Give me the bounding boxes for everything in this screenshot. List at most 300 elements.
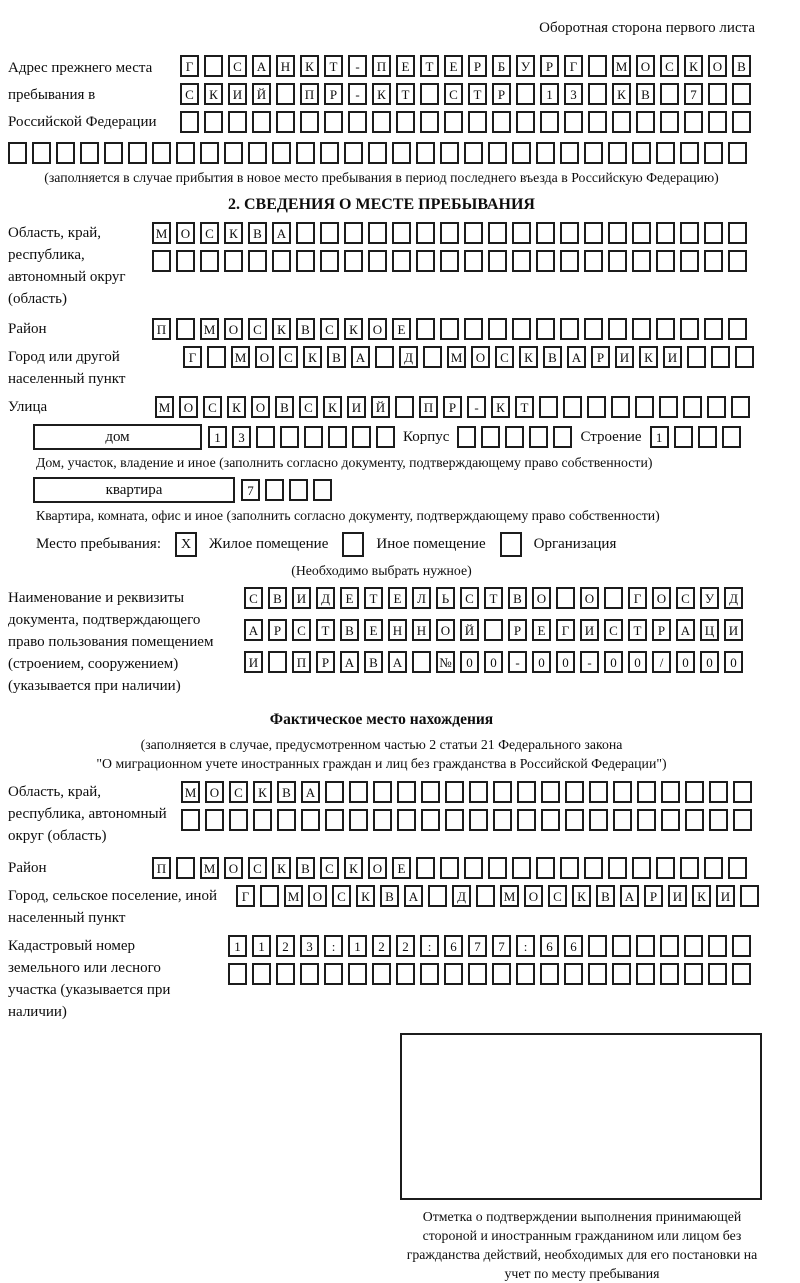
char-cell [708, 963, 727, 985]
region-row-1 [152, 222, 747, 244]
char-cell: - [580, 651, 599, 673]
char-cell: Р [268, 619, 287, 641]
char-cell: : [324, 935, 343, 957]
actual-location-subtitle: (заполняется в случае, предусмотренном частью 2 статьи 21 Федерального закона "О миграционном учете иностранных граждан и лиц без гражданства в Российской Федерации") [96, 737, 667, 771]
char-cell [704, 250, 723, 272]
char-cell [493, 809, 512, 831]
char-cell: А [620, 885, 639, 907]
char-cell [608, 142, 627, 164]
char-cell [416, 250, 435, 272]
char-cell [704, 857, 723, 879]
char-cell: С [180, 83, 199, 105]
char-cell [732, 83, 751, 105]
char-cell [272, 142, 291, 164]
char-cell [684, 963, 703, 985]
char-cell: В [327, 346, 346, 368]
char-cell [368, 142, 387, 164]
char-cell [565, 781, 584, 803]
actual-location-section [8, 781, 758, 1283]
char-cell [224, 142, 243, 164]
char-cell [392, 250, 411, 272]
char-cell: 1 [650, 426, 669, 448]
char-cell [276, 111, 295, 133]
char-cell: 0 [532, 651, 551, 673]
char-cell: М [500, 885, 519, 907]
char-cell [253, 809, 272, 831]
char-cell [612, 111, 631, 133]
char-cell [325, 781, 344, 803]
char-cell [536, 250, 555, 272]
char-cell: И [615, 346, 634, 368]
char-cell: К [612, 83, 631, 105]
char-cell [272, 250, 291, 272]
char-cell [584, 250, 603, 272]
char-cell: К [272, 318, 291, 340]
char-cell [328, 426, 347, 448]
char-cell [560, 142, 579, 164]
char-cell [584, 857, 603, 879]
char-cell [656, 857, 675, 879]
char-cell [344, 222, 363, 244]
char-cell [656, 222, 675, 244]
char-cell [464, 318, 483, 340]
char-cell [181, 809, 200, 831]
char-cell: Г [180, 55, 199, 77]
char-cell [176, 318, 195, 340]
char-cell [540, 111, 559, 133]
char-cell: С [332, 885, 351, 907]
char-cell [674, 426, 693, 448]
char-cell: Й [460, 619, 479, 641]
char-cell: : [516, 935, 535, 957]
char-cell [444, 963, 463, 985]
char-cell [732, 111, 751, 133]
char-cell [445, 781, 464, 803]
char-cell: Р [540, 55, 559, 77]
char-cell: К [684, 55, 703, 77]
char-cell: К [204, 83, 223, 105]
document-row-3 [244, 651, 743, 673]
char-cell: Р [591, 346, 610, 368]
char-cell: К [300, 55, 319, 77]
char-cell: С [495, 346, 514, 368]
char-cell: В [296, 318, 315, 340]
char-cell: С [203, 396, 222, 418]
char-cell: Й [252, 83, 271, 105]
cadastral-row-2 [228, 963, 751, 985]
char-cell [732, 935, 751, 957]
char-cell: 0 [556, 651, 575, 673]
char-cell [680, 857, 699, 879]
char-cell [637, 809, 656, 831]
char-cell [248, 142, 267, 164]
char-cell [268, 651, 287, 673]
char-cell: О [524, 885, 543, 907]
char-cell [660, 963, 679, 985]
char-cell: 1 [540, 83, 559, 105]
checkbox-residential: X [175, 532, 197, 557]
char-cell: И [292, 587, 311, 609]
char-cell: Т [324, 55, 343, 77]
char-cell: 7 [468, 935, 487, 957]
char-cell: Е [444, 55, 463, 77]
char-cell: Б [492, 55, 511, 77]
apartment-caption: Квартира, комната, офис и иное (заполнить согласно документу, подтверждающему право собственности) [36, 508, 660, 523]
char-cell [587, 396, 606, 418]
char-cell [612, 935, 631, 957]
char-cell [344, 250, 363, 272]
char-cell [280, 426, 299, 448]
char-cell: 1 [252, 935, 271, 957]
char-cell [228, 111, 247, 133]
char-cell [708, 83, 727, 105]
char-cell [492, 963, 511, 985]
char-cell [512, 222, 531, 244]
char-cell: С [279, 346, 298, 368]
char-cell: Д [399, 346, 418, 368]
char-cell [636, 111, 655, 133]
char-cell [344, 142, 363, 164]
char-cell: В [275, 396, 294, 418]
document-label: Наименование и реквизиты документа, подтверждающего право пользования помещением (строением, сооружением) (указывается при наличии) [8, 590, 214, 694]
char-cell: М [155, 396, 174, 418]
char-cell: О [255, 346, 274, 368]
char-cell [632, 142, 651, 164]
char-cell [732, 963, 751, 985]
char-cell: В [340, 619, 359, 641]
char-cell: А [567, 346, 586, 368]
char-cell [707, 396, 726, 418]
prev-address-section [8, 55, 755, 186]
char-cell [565, 809, 584, 831]
char-cell [397, 809, 416, 831]
char-cell: Т [396, 83, 415, 105]
char-cell: Е [396, 55, 415, 77]
char-cell: П [300, 83, 319, 105]
district-row [152, 318, 747, 340]
char-cell: 0 [724, 651, 743, 673]
char-cell [541, 809, 560, 831]
apartment-row [33, 477, 755, 503]
char-cell [348, 963, 367, 985]
char-cell [493, 781, 512, 803]
option-organization-label: Организация [533, 536, 617, 552]
char-cell [296, 250, 315, 272]
char-cell [488, 222, 507, 244]
char-cell: В [380, 885, 399, 907]
char-cell [289, 479, 308, 501]
char-cell [204, 111, 223, 133]
char-cell: С [200, 222, 219, 244]
char-cell [248, 250, 267, 272]
char-cell: Р [508, 619, 527, 641]
char-cell [368, 222, 387, 244]
char-cell [396, 963, 415, 985]
char-cell [352, 426, 371, 448]
char-cell: И [668, 885, 687, 907]
char-cell: И [228, 83, 247, 105]
char-cell [588, 935, 607, 957]
char-cell: К [253, 781, 272, 803]
char-cell [589, 809, 608, 831]
char-cell [296, 222, 315, 244]
char-cell: С [548, 885, 567, 907]
char-cell: Г [236, 885, 255, 907]
char-cell [711, 346, 730, 368]
char-cell: 3 [300, 935, 319, 957]
char-cell [536, 142, 555, 164]
char-cell: С [460, 587, 479, 609]
char-cell [659, 396, 678, 418]
char-cell: С [320, 857, 339, 879]
char-cell [300, 111, 319, 133]
char-cell [265, 479, 284, 501]
char-cell: С [676, 587, 695, 609]
char-cell [680, 318, 699, 340]
char-cell: Р [492, 83, 511, 105]
char-cell [372, 963, 391, 985]
checkbox-other-premises [342, 532, 364, 557]
char-cell [516, 963, 535, 985]
char-cell [635, 396, 654, 418]
char-cell: И [244, 651, 263, 673]
char-cell [444, 111, 463, 133]
char-cell [457, 426, 476, 448]
char-cell: Т [316, 619, 335, 641]
char-cell: А [340, 651, 359, 673]
char-cell [740, 885, 759, 907]
char-cell: 7 [684, 83, 703, 105]
char-cell: 2 [396, 935, 415, 957]
char-cell: М [152, 222, 171, 244]
char-cell: К [356, 885, 375, 907]
char-cell: С [244, 587, 263, 609]
char-cell: К [491, 396, 510, 418]
char-cell [517, 809, 536, 831]
char-cell [104, 142, 123, 164]
char-cell [722, 426, 741, 448]
char-cell [680, 222, 699, 244]
prev-address-row-2 [180, 83, 751, 105]
char-cell [423, 346, 442, 368]
char-cell [152, 250, 171, 272]
prev-address-row-1 [180, 55, 751, 77]
char-cell: М [181, 781, 200, 803]
char-cell [420, 83, 439, 105]
char-cell: И [724, 619, 743, 641]
char-cell [684, 111, 703, 133]
char-cell [229, 809, 248, 831]
char-cell [324, 963, 343, 985]
prev-address-row-4 [8, 142, 755, 164]
char-cell: - [467, 396, 486, 418]
char-cell [556, 587, 575, 609]
char-cell: О [532, 587, 551, 609]
char-cell [704, 142, 723, 164]
house-caption: Дом, участок, владение и иное (заполнить согласно документу, подтверждающему право собственности) [36, 455, 653, 470]
char-cell: 0 [628, 651, 647, 673]
char-cell: - [348, 83, 367, 105]
char-cell [8, 142, 27, 164]
char-cell [632, 222, 651, 244]
char-cell: О [436, 619, 455, 641]
char-cell [416, 142, 435, 164]
char-cell: Н [276, 55, 295, 77]
prev-address-caption: (заполняется в случае прибытия в новое место пребывания в период последнего въезда в Российскую Федерацию) [44, 170, 719, 185]
char-cell: 0 [700, 651, 719, 673]
char-cell [613, 781, 632, 803]
char-cell [488, 318, 507, 340]
char-cell: О [652, 587, 671, 609]
char-cell [440, 318, 459, 340]
char-cell: : [420, 935, 439, 957]
section2-title: 2. СВЕДЕНИЯ О МЕСТЕ ПРЕБЫВАНИЯ [228, 196, 535, 213]
char-cell: С [228, 55, 247, 77]
char-cell [536, 857, 555, 879]
char-cell: 0 [676, 651, 695, 673]
char-cell [733, 781, 752, 803]
char-cell [632, 857, 651, 879]
char-cell: О [636, 55, 655, 77]
char-cell [320, 250, 339, 272]
char-cell: С [444, 83, 463, 105]
char-cell [709, 809, 728, 831]
char-cell: В [508, 587, 527, 609]
char-cell [464, 142, 483, 164]
option-residential-label: Жилое помещение [209, 536, 329, 552]
char-cell [276, 83, 295, 105]
stay-type-note: (Необходимо выбрать нужное) [291, 563, 472, 578]
char-cell: А [301, 781, 320, 803]
char-cell [32, 142, 51, 164]
char-cell: Ц [700, 619, 719, 641]
char-cell: Р [443, 396, 462, 418]
char-cell: Ь [436, 587, 455, 609]
char-cell: О [224, 857, 243, 879]
char-cell [376, 426, 395, 448]
char-cell [428, 885, 447, 907]
char-cell: В [248, 222, 267, 244]
char-cell [516, 111, 535, 133]
char-cell: М [200, 857, 219, 879]
char-cell: В [732, 55, 751, 77]
char-cell [395, 396, 414, 418]
stay-type-label: Место пребывания: [36, 536, 161, 552]
char-cell [704, 222, 723, 244]
char-cell: № [436, 651, 455, 673]
char-cell [512, 142, 531, 164]
char-cell [325, 809, 344, 831]
char-cell [205, 809, 224, 831]
street-label: Улица [8, 399, 48, 415]
char-cell [176, 142, 195, 164]
char-cell [224, 250, 243, 272]
char-cell [392, 142, 411, 164]
char-cell: В [636, 83, 655, 105]
char-cell: Н [412, 619, 431, 641]
char-cell [512, 318, 531, 340]
actual-location-title: Фактическое место нахождения [269, 711, 494, 728]
char-cell: Й [371, 396, 390, 418]
char-cell [464, 222, 483, 244]
char-cell [207, 346, 226, 368]
char-cell [420, 111, 439, 133]
char-cell: С [299, 396, 318, 418]
char-cell: В [296, 857, 315, 879]
char-cell [728, 318, 747, 340]
char-cell [373, 781, 392, 803]
char-cell [588, 55, 607, 77]
char-cell [256, 426, 275, 448]
char-cell [468, 111, 487, 133]
char-cell: У [700, 587, 719, 609]
char-cell [588, 83, 607, 105]
char-cell: Д [452, 885, 471, 907]
char-cell [728, 857, 747, 879]
char-cell: О [176, 222, 195, 244]
char-cell: К [323, 396, 342, 418]
char-cell [553, 426, 572, 448]
char-cell: - [348, 55, 367, 77]
char-cell [375, 346, 394, 368]
char-cell: 3 [232, 426, 251, 448]
korpus-label: Корпус [403, 428, 450, 445]
char-cell [661, 809, 680, 831]
char-cell [180, 111, 199, 133]
char-cell [469, 781, 488, 803]
char-cell [563, 396, 582, 418]
char-cell: 7 [241, 479, 260, 501]
char-cell: В [268, 587, 287, 609]
char-cell [276, 963, 295, 985]
char-cell: В [596, 885, 615, 907]
char-cell: П [152, 318, 171, 340]
char-cell: Е [532, 619, 551, 641]
char-cell [636, 935, 655, 957]
char-cell: И [663, 346, 682, 368]
char-cell [564, 963, 583, 985]
char-cell [604, 587, 623, 609]
char-cell: 2 [372, 935, 391, 957]
char-cell: Р [324, 83, 343, 105]
char-cell: 3 [564, 83, 583, 105]
char-cell [656, 318, 675, 340]
char-cell [680, 142, 699, 164]
cadastral-label: Кадастровый номер земельного или лесного участка (указывается при наличии) [8, 938, 171, 1020]
cadastral-row-1 [228, 935, 751, 957]
prev-address-label: Адрес прежнего места пребывания в Российской Федерации [8, 60, 157, 130]
char-cell [661, 781, 680, 803]
char-cell [200, 250, 219, 272]
char-cell [412, 651, 431, 673]
char-cell: О [251, 396, 270, 418]
char-cell [632, 250, 651, 272]
char-cell [416, 222, 435, 244]
char-cell: К [344, 318, 363, 340]
char-cell: 6 [540, 935, 559, 957]
char-cell: А [272, 222, 291, 244]
char-cell [392, 222, 411, 244]
char-cell: С [604, 619, 623, 641]
char-cell: Г [183, 346, 202, 368]
char-cell [481, 426, 500, 448]
char-cell [505, 426, 524, 448]
char-cell: 1 [208, 426, 227, 448]
char-cell [529, 426, 548, 448]
house-row [33, 424, 755, 450]
char-cell [260, 885, 279, 907]
char-cell [685, 809, 704, 831]
